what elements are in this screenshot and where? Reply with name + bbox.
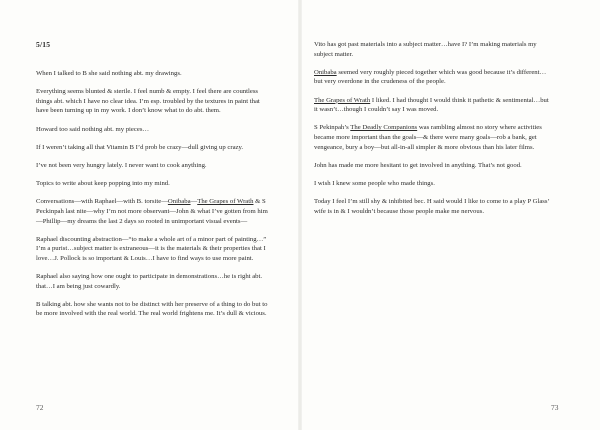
text-run: —: [190, 198, 198, 206]
film-title-underlined: The Grapes of Wrath: [197, 198, 254, 206]
paragraph: I’ve not been very hungry lately. I never want to cook anything.: [36, 161, 207, 169]
paragraph: Everything seems blunted & sterile. I feel numb & empty. I feel there are countless things abt. which I have no clear idea. I’m esp. troubled by the textures in paint that have been turning up in my work. I don’t know what to do abt. them.: [36, 88, 260, 115]
paragraph: Howard too said nothing abt. my pieces…: [36, 125, 150, 133]
page-number: 72: [36, 403, 44, 412]
paragraph: [314, 68, 552, 87]
right-page-body: [314, 40, 552, 225]
text-run: S Pekinpah’s: [314, 124, 351, 132]
film-title-underlined: The Deadly Companions: [350, 124, 418, 132]
paragraph: When I talked to B she said nothing abt. my drawings.: [36, 70, 182, 77]
paragraph: Today I feel I’m still shy & inhibited bec. H said would I like to come to a play P Glass’ wife is in & I wouldn’t because those people make me nervous.: [314, 198, 550, 215]
paragraph: John has made me more hesitant to get involved in anything. That’s not good.: [314, 161, 522, 169]
entry-date-heading: 5/15: [36, 40, 51, 49]
paragraph: [314, 96, 552, 115]
paragraph: Topics to write about keep popping into my mind.: [36, 180, 170, 188]
paragraph: I wish I knew some people who made things.: [314, 179, 435, 187]
page-number: 73: [551, 403, 559, 412]
left-page-body: [36, 69, 268, 328]
right-page: [300, 0, 600, 430]
text-run: was rambling almost no story where activities became more important than the goals—& there were many goals—rob a bank, get vengeance, bury a boy—but all-in-all simpler & more obvious than his later films.: [314, 124, 542, 151]
text-run: & S Peckinpah last nite—why I’m not more observant—John & what I’ve gotten from him—Phillip—my dreams the last 2 days so rooted in unimportant visual events—: [36, 198, 268, 225]
text-run: Conversations—with Raphael—with B. torsite—: [36, 198, 168, 206]
film-title-underlined: Onibaba: [314, 68, 337, 76]
paragraph: Vito has got past materials into a subject matter…have I? I’m making materials my subject matter.: [314, 41, 537, 58]
film-title-underlined: Onibaba: [167, 198, 191, 206]
text-run: I liked. I had thought I would think it pathetic & sentimental…but it wasn’t…though I couldn’t say I was moved.: [314, 96, 549, 114]
paragraph: [36, 197, 268, 226]
paragraph: [314, 123, 552, 152]
text-run: seemed very roughly pieced together which was good because it’s different…but very overdone in the crudeness of the people.: [314, 68, 547, 86]
paragraph: Raphael also saying how one ought to participate in demonstrations…he is right abt. that…I am being just cowardly.: [36, 273, 263, 290]
film-title-underlined: The Grapes of Wrath: [314, 96, 371, 104]
paragraph: Raphael discounting abstraction—“to make a whole art of a minor part of painting…” I’m a purist…subject matter is extraneous—it is the materials & their properties that I love…J. Pollock is so important & Louis…I have to find ways to use more paint.: [36, 235, 267, 262]
paragraph: If I weren’t taking all that Vitamin B I’d prob be crazy—dull giving up crazy.: [36, 143, 244, 151]
paragraph: B talking abt. how she wants not to be distinct with her preserve of a thing to do but to be more involved with the real world. The real world frightens me. It’s dull & vicious.: [36, 300, 268, 318]
